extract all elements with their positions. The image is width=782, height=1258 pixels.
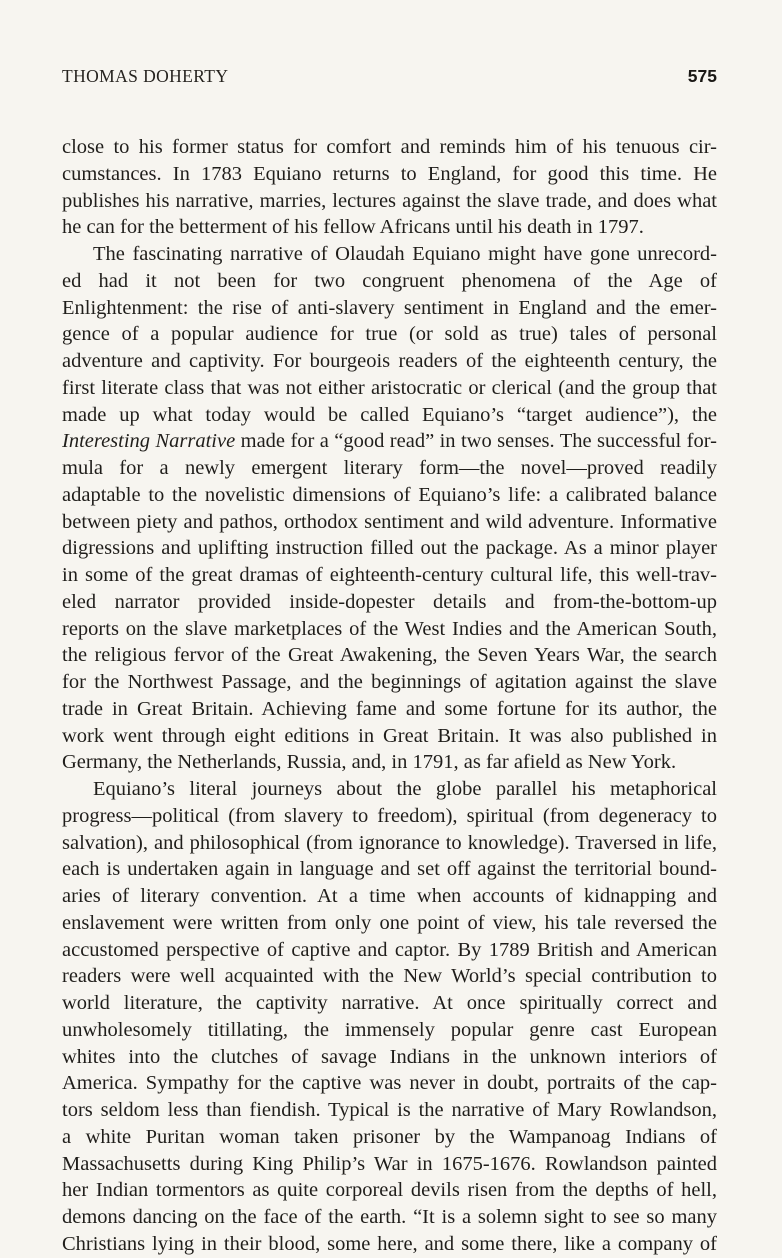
- text-line: reports on the slave marketplaces of the West Indies and the American South,: [62, 617, 717, 640]
- text-line: close to his former status for comfort and reminds him of his tenuous cir-: [62, 136, 717, 158]
- text-line: accustomed perspective of captive and captor. By 1789 British and American: [62, 938, 717, 961]
- text-line: he can for the betterment of his fellow Africans until his death in 1797.: [62, 216, 644, 239]
- text-line: Christians lying in their blood, some here, and some there, like a company of: [62, 1232, 717, 1255]
- text-line: enslavement were written from only one point of view, his tale reversed the: [62, 911, 717, 934]
- text-line: gence of a popular audience for true (or sold as true) tales of personal: [62, 323, 717, 346]
- text-line: trade in Great Britain. Achieving fame and some fortune for its author, the: [62, 697, 717, 720]
- running-head-author: THOMAS DOHERTY: [62, 66, 229, 86]
- text-line: Germany, the Netherlands, Russia, and, in 1791, as far afield as New York.: [62, 751, 677, 774]
- text-line: [62, 428, 717, 455]
- text-line: Massachusetts during King Philip’s War in 1675-1676. Rowlandson painted: [62, 1152, 717, 1175]
- text-line: salvation), and philosophical (from ignorance to knowledge). Traversed in life,: [62, 831, 717, 854]
- text-line: mula for a newly emergent literary form—the novel—proved readily: [62, 457, 717, 479]
- text-line: in some of the great dramas of eighteenth-century cultural life, this well-trav-: [62, 564, 717, 586]
- text-line: whites into the clutches of savage Indians in the unknown interiors of: [62, 1045, 717, 1068]
- text-line: the religious fervor of the Great Awakening, the Seven Years War, the search: [62, 644, 717, 667]
- text-line: ed had it not been for two congruent phenomena of the Age of: [62, 269, 717, 292]
- text-line: adaptable to the novelistic dimensions of Equiano’s life: a calibrated balance: [62, 483, 717, 506]
- text-line: made up what today would be called Equiano’s “target audience”), the: [62, 403, 717, 426]
- text-line: work went through eight editions in Great Britain. It was also published in: [62, 724, 717, 747]
- text-line: cumstances. In 1783 Equiano returns to England, for good this time. He: [62, 162, 717, 185]
- line-text: made for a “good read” in two senses. The successful for-: [235, 430, 717, 453]
- running-head: [62, 66, 717, 92]
- text-line: each is undertaken again in language and set off against the territorial bound-: [62, 858, 717, 881]
- text-line: eled narrator provided inside-dopester details and from-the-bottom-up: [62, 590, 717, 613]
- text-line: between piety and pathos, orthodox sentiment and wild adventure. Informative: [62, 510, 717, 533]
- body-text: [62, 134, 717, 1258]
- text-line: Enlightenment: the rise of anti-slavery sentiment in England and the emer-: [62, 296, 717, 319]
- text-line: adventure and captivity. For bourgeois readers of the eighteenth century, the: [62, 350, 717, 372]
- text-line: demons dancing on the face of the earth. “It is a solemn sight to see so many: [62, 1206, 717, 1228]
- text-line: publishes his narrative, marries, lectures against the slave trade, and does what: [62, 189, 717, 212]
- italic-title: Interesting Narrative: [62, 430, 236, 453]
- text-line: world literature, the captivity narrative. At once spiritually correct and: [62, 992, 717, 1014]
- text-line: her Indian tormentors as quite corporeal devils risen from the depths of hell,: [62, 1179, 717, 1202]
- text-line: Equiano’s literal journeys about the globe parallel his metaphorical: [93, 778, 717, 800]
- text-line: aries of literary convention. At a time when accounts of kidnapping and: [62, 885, 717, 907]
- text-line: The fascinating narrative of Olaudah Equiano might have gone unrecord-: [93, 243, 717, 265]
- text-line: tors seldom less than fiendish. Typical is the narrative of Mary Rowlandson,: [62, 1099, 717, 1121]
- text-line: a white Puritan woman taken prisoner by the Wampanoag Indians of: [62, 1125, 717, 1148]
- text-line: America. Sympathy for the captive was never in doubt, portraits of the cap-: [62, 1072, 717, 1095]
- page-number: 575: [687, 66, 717, 86]
- text-line: unwholesomely titillating, the immensely popular genre cast European: [62, 1018, 717, 1041]
- text-line: first literate class that was not either aristocratic or clerical (and the group that: [62, 376, 717, 399]
- text-line: for the Northwest Passage, and the beginnings of agitation against the slave: [62, 671, 717, 693]
- text-line: progress—political (from slavery to freedom), spiritual (from degeneracy to: [62, 804, 717, 827]
- text-line: digressions and uplifting instruction filled out the package. As a minor player: [62, 537, 717, 560]
- text-line: readers were well acquainted with the New World’s special contribution to: [62, 965, 717, 988]
